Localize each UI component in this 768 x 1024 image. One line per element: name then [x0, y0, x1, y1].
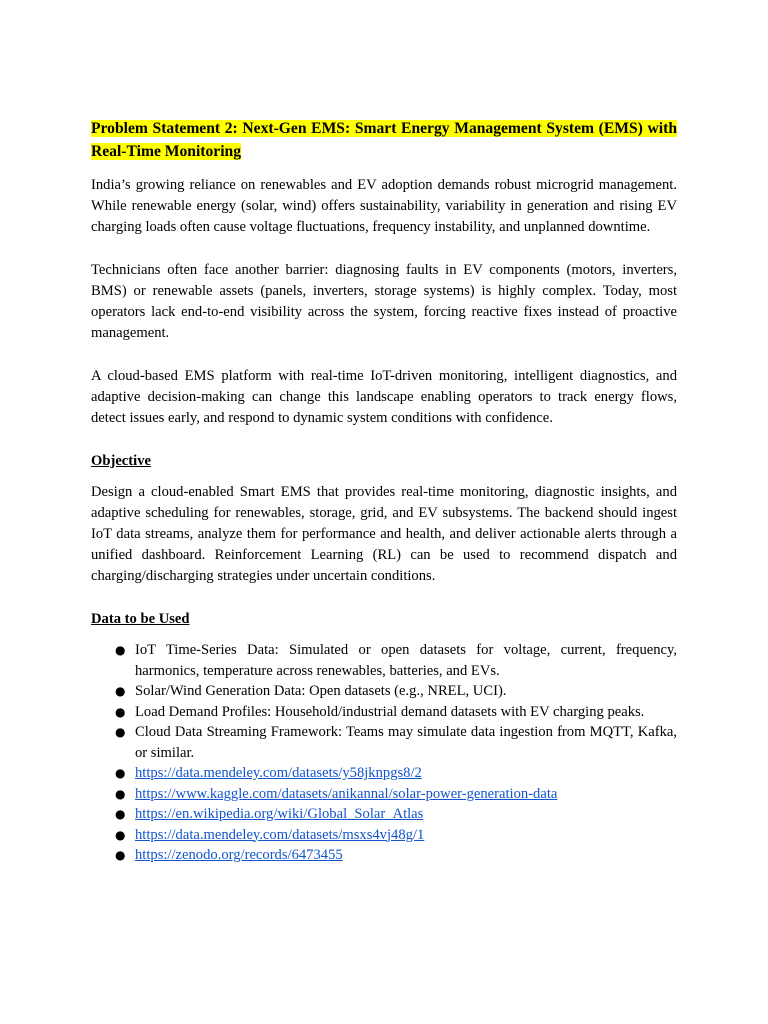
paragraph-technicians: Technicians often face another barrier: diagnosing faults in EV components (motors, inverters, BMS) or renewable assets (panels, inverters, storage systems) is highly complex. Today, most operators lack end-to-end visibility across the system, forcing reactive fixes instead of proactive management. — [91, 262, 677, 341]
bullet-icon: ● — [115, 827, 126, 842]
list-item — [91, 702, 677, 723]
list-item-text: Solar/Wind Generation Data: Open datasets (e.g., NREL, UCI). — [135, 683, 507, 699]
list-item — [91, 640, 677, 681]
dataset-link-zenodo[interactable]: https://zenodo.org/records/6473455 — [135, 847, 343, 863]
dataset-link-kaggle[interactable]: https://www.kaggle.com/datasets/anikannal/solar-power-generation-data — [135, 785, 558, 802]
objective-text: Design a cloud-enabled Smart EMS that provides real-time monitoring, diagnostic insights, and adaptive scheduling for renewables, storage, grid, and EV subsystems. The backend should ingest IoT data streams, analyze them for performance and health, and deliver actionable alerts through a unified dashboard. Reinforcement Learning (RL) can be used to recommend dispatch and charging/discharging strategies under uncertain conditions. — [91, 484, 677, 584]
problem-title — [91, 117, 677, 163]
highlighted-title-text: Problem Statement 2: Next-Gen EMS: Smart Energy Management System (EMS) with Real-Time Monitoring — [91, 120, 677, 160]
link-item — [91, 784, 677, 805]
bullet-icon: ● — [115, 807, 126, 821]
bullet-icon: ● — [115, 786, 126, 801]
link-item — [91, 804, 677, 825]
link-item — [91, 763, 677, 784]
bullet-icon: ● — [115, 766, 126, 780]
link-item — [91, 845, 677, 866]
dataset-link-mendeley-y58[interactable]: https://data.mendeley.com/datasets/y58jknpgs8/2 — [135, 765, 422, 781]
list-item-text: Load Demand Profiles: Household/industrial demand datasets with EV charging peaks. — [135, 703, 645, 720]
bullet-icon: ● — [115, 704, 126, 719]
data-heading: Data to be Used — [91, 611, 190, 627]
list-item-text: Cloud Data Streaming Framework: Teams may simulate data ingestion from MQTT, Kafka, or similar. — [135, 724, 677, 761]
link-item — [91, 825, 677, 846]
bullet-icon: ● — [115, 643, 126, 657]
paragraph-intro: India’s growing reliance on renewables and EV adoption demands robust microgrid management. While renewable energy (solar, wind) offers sustainability, variability in generation and rising EV charging loads often cause voltage fluctuations, frequency instability, and unplanned downtime. — [91, 177, 677, 235]
list-item-text: IoT Time-Series Data: Simulated or open datasets for voltage, current, frequency, harmonics, temperature across renewables, batteries, and EVs. — [135, 642, 677, 679]
dataset-link-wikipedia[interactable]: https://en.wikipedia.org/wiki/Global_Solar_Atlas — [135, 806, 424, 822]
bullet-icon: ● — [115, 848, 126, 862]
dataset-link-mendeley-msx[interactable]: https://data.mendeley.com/datasets/msxs4vj48g/1 — [135, 826, 425, 843]
data-list — [91, 640, 677, 866]
list-item — [91, 722, 677, 763]
objective-heading: Objective — [91, 453, 151, 469]
paragraph-cloud-ems: A cloud-based EMS platform with real-time IoT-driven monitoring, intelligent diagnostics, and adaptive decision-making can change this landscape enabling operators to track energy flows, detect issues early, and respond to dynamic system conditions with confidence. — [91, 368, 677, 426]
document-page — [91, 117, 677, 866]
bullet-icon: ● — [115, 684, 126, 698]
bullet-icon: ● — [115, 725, 126, 739]
list-item — [91, 681, 677, 702]
